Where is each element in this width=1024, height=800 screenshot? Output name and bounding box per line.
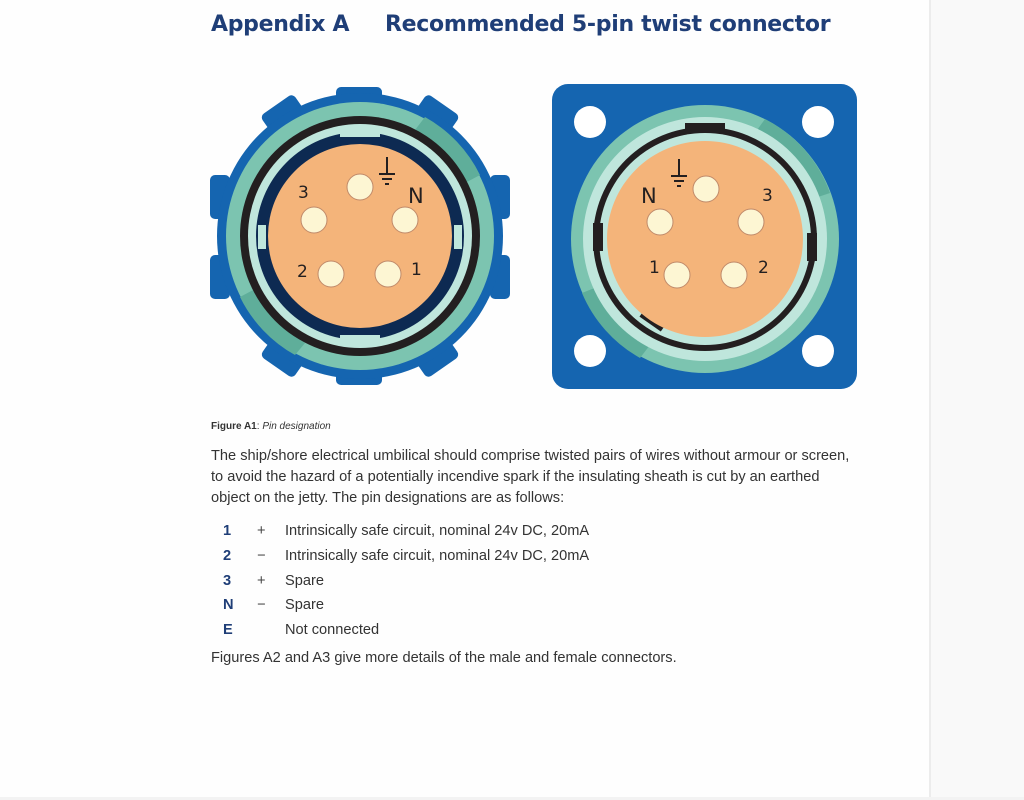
pin-n [392, 207, 418, 233]
figure-caption [211, 421, 331, 432]
pin-2 [721, 262, 747, 288]
intro-paragraph: The ship/shore electrical umbilical should comprise twisted pairs of wires without armour or screen, to avoid the hazard of a potentially incendive spark if the insulating sheath is cut by an earthed object on the jetty. The pin designations are as follows: [211, 448, 850, 506]
pin-polarity: − [257, 547, 266, 564]
footer-paragraph: Figures A2 and A3 give more details of the male and female connectors. [211, 650, 677, 666]
page-title: Recommended 5-pin twist connector [385, 12, 831, 37]
svg-text:3: 3 [298, 183, 309, 203]
pin-2 [318, 261, 344, 287]
pin-id: N [223, 597, 234, 614]
pin-id: 3 [223, 572, 232, 589]
svg-text:2: 2 [297, 262, 308, 282]
pin-1 [664, 262, 690, 288]
viewer-side-panel [929, 0, 1024, 800]
pin-polarity: + [257, 523, 266, 539]
pin-description: Spare [285, 597, 324, 614]
svg-text:1: 1 [411, 260, 422, 280]
pin-description: Not connected [285, 622, 380, 639]
pin-description: Intrinsically safe circuit, nominal 24v DC, 20mA [285, 547, 590, 564]
pin-3 [301, 207, 327, 233]
figure-label: Figure A1 [211, 421, 257, 432]
pin-earth [347, 174, 373, 200]
pin-n [647, 209, 673, 235]
pin-1 [375, 261, 401, 287]
square-connector-figure [550, 83, 858, 390]
pin-id: 2 [223, 547, 232, 564]
svg-text:N: N [408, 184, 424, 208]
appendix-label: Appendix A [211, 12, 350, 37]
svg-text:1: 1 [649, 258, 660, 278]
pin-earth [693, 176, 719, 202]
pin-polarity: + [257, 572, 266, 589]
round-connector-figure [210, 85, 510, 387]
pin-description: Spare [285, 572, 324, 589]
pin-3 [738, 209, 764, 235]
pin-polarity: − [257, 597, 266, 614]
svg-text:N: N [641, 184, 657, 208]
caption-separator: : [256, 421, 263, 432]
pin-id: 1 [223, 523, 232, 539]
svg-text:3: 3 [762, 186, 773, 206]
svg-text:2: 2 [758, 258, 769, 278]
pin-description: Intrinsically safe circuit, nominal 24v DC, 20mA [285, 523, 590, 539]
pin-id: E [223, 622, 233, 639]
figure-caption-text: Pin designation [262, 421, 331, 432]
